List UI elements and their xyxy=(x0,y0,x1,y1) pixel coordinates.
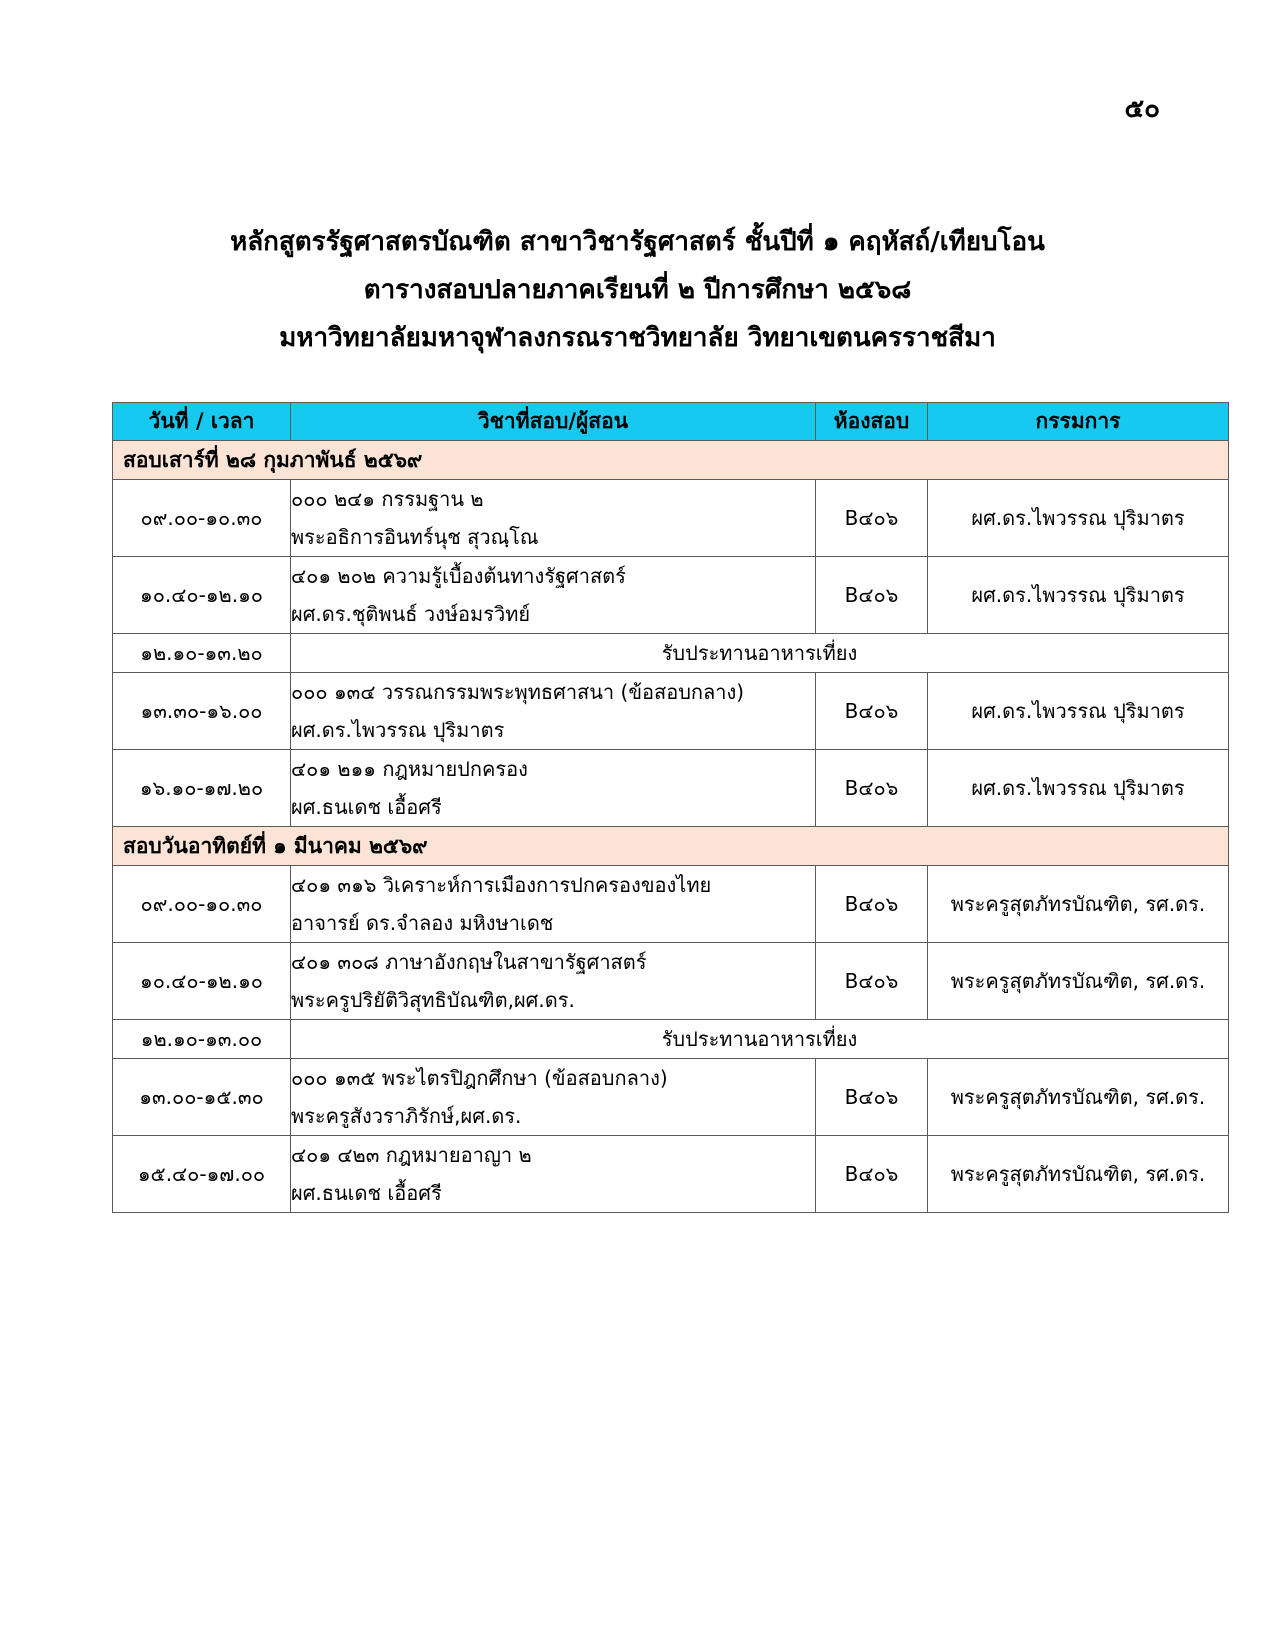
exam-time: ๐๙.๐๐-๑๐.๓๐ xyxy=(113,866,291,943)
exam-teacher: พระครูปริยัติวิสุทธิบัณฑิต,ผศ.ดร. xyxy=(291,988,575,1012)
exam-row xyxy=(113,673,1229,750)
exam-room: B๔๐๖ xyxy=(816,1136,928,1213)
exam-row xyxy=(113,943,1229,1020)
exam-teacher: พระอธิการอินทร์นุช สุวณฺโณ xyxy=(291,525,539,549)
exam-subject: ๔๐๑ ๒๐๒ ความรู้เบื้องต้นทางรัฐศาสตร์ xyxy=(291,564,626,588)
exam-room: B๔๐๖ xyxy=(816,1059,928,1136)
header-subject: วิชาที่สอบ/ผู้สอน xyxy=(291,403,816,441)
exam-subject-cell xyxy=(291,750,816,827)
exam-time: ๑๓.๐๐-๑๕.๓๐ xyxy=(113,1059,291,1136)
day-row xyxy=(113,441,1229,480)
lunch-label: รับประทานอาหารเที่ยง xyxy=(291,1020,1229,1059)
exam-room: B๔๐๖ xyxy=(816,673,928,750)
exam-room: B๔๐๖ xyxy=(816,480,928,557)
exam-room: B๔๐๖ xyxy=(816,943,928,1020)
exam-subject-cell xyxy=(291,1059,816,1136)
exam-subject-cell xyxy=(291,1136,816,1213)
exam-subject-cell xyxy=(291,673,816,750)
page-number: ๕๐ xyxy=(1124,94,1160,124)
exam-subject-cell xyxy=(291,943,816,1020)
exam-time: ๐๙.๐๐-๑๐.๓๐ xyxy=(113,480,291,557)
exam-subject: ๐๐๐ ๑๓๕ พระไตรปิฎกศึกษา (ข้อสอบกลาง) xyxy=(291,1066,668,1090)
exam-room: B๔๐๖ xyxy=(816,866,928,943)
exam-row xyxy=(113,480,1229,557)
exam-time: ๑๐.๔๐-๑๒.๑๐ xyxy=(113,557,291,634)
exam-teacher: อาจารย์ ดร.จำลอง มหิงษาเดช xyxy=(291,911,554,935)
exam-time: ๑๕.๔๐-๑๗.๐๐ xyxy=(113,1136,291,1213)
exam-time: ๑๓.๓๐-๑๖.๐๐ xyxy=(113,673,291,750)
exam-subject: ๐๐๐ ๒๔๑ กรรมฐาน ๒ xyxy=(291,487,484,511)
exam-subject-cell xyxy=(291,557,816,634)
exam-committee: ผศ.ดร.ไพวรรณ ปุริมาตร xyxy=(928,673,1229,750)
exam-committee: ผศ.ดร.ไพวรรณ ปุริมาตร xyxy=(928,750,1229,827)
exam-row xyxy=(113,557,1229,634)
exam-committee: ผศ.ดร.ไพวรรณ ปุริมาตร xyxy=(928,480,1229,557)
exam-teacher: ผศ.ธนเดช เอื้อศรี xyxy=(291,1181,442,1205)
lunch-time: ๑๒.๑๐-๑๓.๒๐ xyxy=(113,634,291,673)
exam-subject: ๔๐๑ ๓๐๘ ภาษาอังกฤษในสาขารัฐศาสตร์ xyxy=(291,950,647,974)
title-line-program: หลักสูตรรัฐศาสตรบัณฑิต สาขาวิชารัฐศาสตร์ ชั้นปีที่ ๑ คฤหัสถ์/เทียบโอน xyxy=(230,227,1045,257)
exam-row xyxy=(113,1136,1229,1213)
exam-teacher: ผศ.ดร.ชุติพนธ์ วงษ์อมรวิทย์ xyxy=(291,602,531,626)
table-header-row xyxy=(113,403,1229,441)
day-label: สอบเสาร์ที่ ๒๘ กุมภาพันธ์ ๒๕๖๙ xyxy=(113,441,1229,480)
exam-committee: พระครูสุตภัทรบัณฑิต, รศ.ดร. xyxy=(928,866,1229,943)
exam-teacher: ผศ.ธนเดช เอื้อศรี xyxy=(291,795,442,819)
header-time: วันที่ / เวลา xyxy=(113,403,291,441)
exam-subject-cell xyxy=(291,480,816,557)
lunch-time: ๑๒.๑๐-๑๓.๐๐ xyxy=(113,1020,291,1059)
title-line-schedule: ตารางสอบปลายภาคเรียนที่ ๒ ปีการศึกษา ๒๕๖๘ xyxy=(363,275,912,305)
exam-time: ๑๖.๑๐-๑๗.๒๐ xyxy=(113,750,291,827)
exam-committee: พระครูสุตภัทรบัณฑิต, รศ.ดร. xyxy=(928,1059,1229,1136)
title-line-university: มหาวิทยาลัยมหาจุฬาลงกรณราชวิทยาลัย วิทยาเขตนครราชสีมา xyxy=(279,323,996,353)
lunch-label: รับประทานอาหารเที่ยง xyxy=(291,634,1229,673)
exam-subject: ๔๐๑ ๓๑๖ วิเคราะห์การเมืองการปกครองของไทย xyxy=(291,873,712,897)
exam-row xyxy=(113,750,1229,827)
day-label: สอบวันอาทิตย์ที่ ๑ มีนาคม ๒๕๖๙ xyxy=(113,827,1229,866)
exam-room: B๔๐๖ xyxy=(816,750,928,827)
exam-time: ๑๐.๔๐-๑๒.๑๐ xyxy=(113,943,291,1020)
exam-teacher: พระครูสังวราภิรักษ์,ผศ.ดร. xyxy=(291,1104,522,1128)
lunch-row xyxy=(113,634,1229,673)
exam-subject: ๔๐๑ ๒๑๑ กฎหมายปกครอง xyxy=(291,757,528,781)
exam-committee: พระครูสุตภัทรบัณฑิต, รศ.ดร. xyxy=(928,1136,1229,1213)
header-room: ห้องสอบ xyxy=(816,403,928,441)
exam-subject: ๔๐๑ ๔๒๓ กฎหมายอาญา ๒ xyxy=(291,1143,532,1167)
document-title xyxy=(0,218,1275,362)
exam-schedule-table xyxy=(112,402,1229,1213)
exam-teacher: ผศ.ดร.ไพวรรณ ปุริมาตร xyxy=(291,718,505,742)
exam-committee: พระครูสุตภัทรบัณฑิต, รศ.ดร. xyxy=(928,943,1229,1020)
exam-committee: ผศ.ดร.ไพวรรณ ปุริมาตร xyxy=(928,557,1229,634)
exam-room: B๔๐๖ xyxy=(816,557,928,634)
exam-subject: ๐๐๐ ๑๓๔ วรรณกรรมพระพุทธศาสนา (ข้อสอบกลาง) xyxy=(291,680,745,704)
exam-row xyxy=(113,866,1229,943)
exam-subject-cell xyxy=(291,866,816,943)
day-row xyxy=(113,827,1229,866)
exam-row xyxy=(113,1059,1229,1136)
header-committee: กรรมการ xyxy=(928,403,1229,441)
lunch-row xyxy=(113,1020,1229,1059)
